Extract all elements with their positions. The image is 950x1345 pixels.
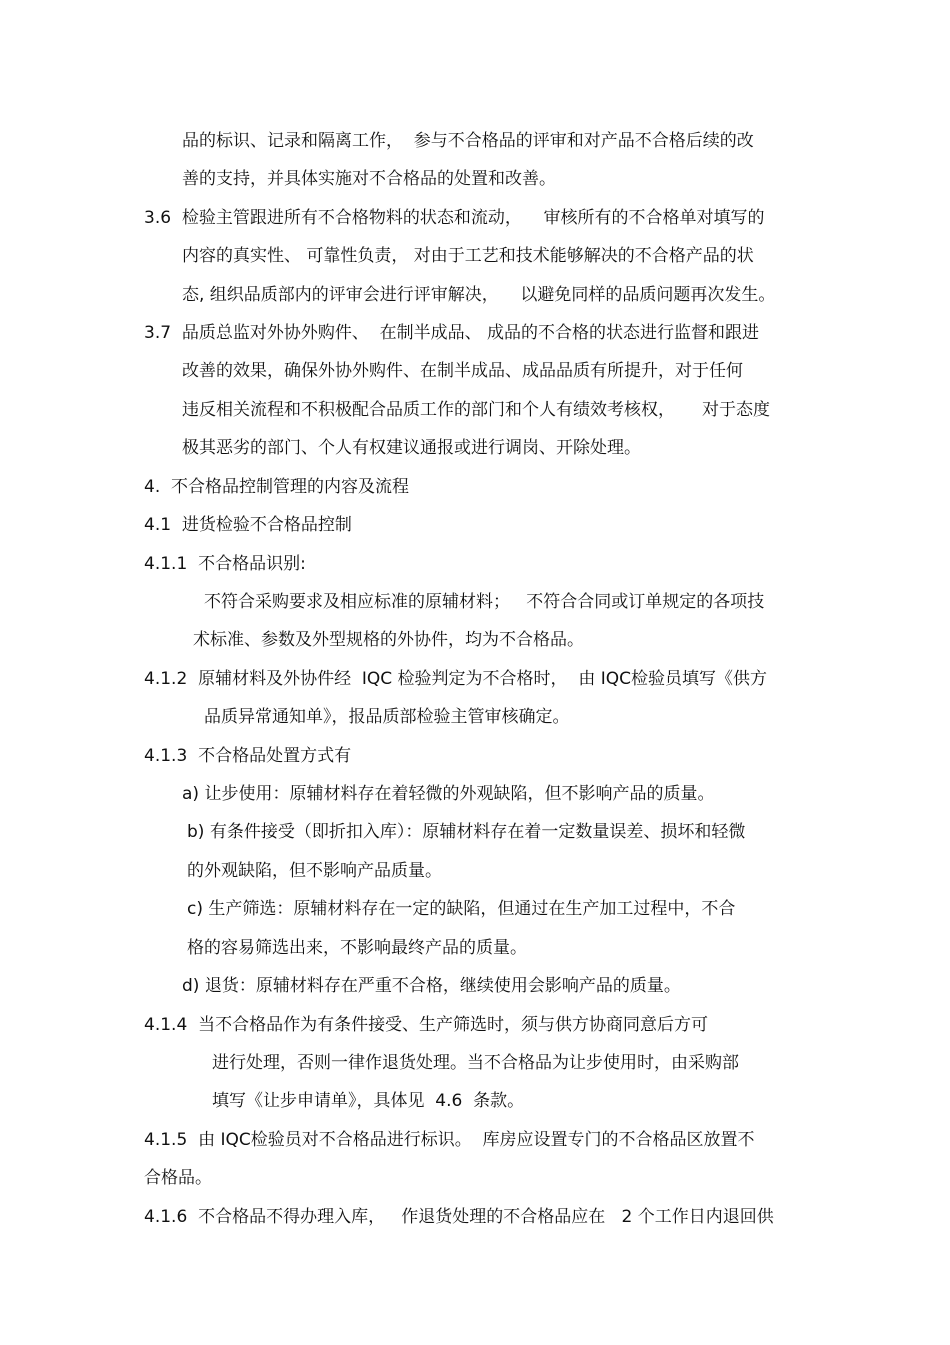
item-d: d) 退货：原辅材料存在严重不合格，继续使用会影响产品的质量。 (182, 976, 681, 996)
text-line: 内容的真实性、 可靠性负责， 对由于工艺和技术能够解决的不合格产品的状 (182, 246, 754, 266)
section-3-6: 3.6 检验主管跟进所有不合格物料的状态和流动， 审核所有的不合格单对填写的 (144, 208, 765, 228)
section-4-1-6: 4.1.6 不合格品不得办理入库， 作退货处理的不合格品应在 2 个工作日内退回供 (144, 1207, 774, 1227)
text-line: 品质异常通知单》，报品质部检验主管审核确定。 (204, 707, 570, 727)
section-4-1-1: 4.1.1 不合格品识别: (144, 554, 306, 574)
text-line: 极其恶劣的部门、个人有权建议通报或进行调岗、开除处理。 (182, 438, 641, 458)
section-4-1-heading: 4.1 进货检验不合格品控制 (144, 515, 352, 535)
text-line: 填写《让步申请单》，具体见 4.6 条款。 (212, 1091, 525, 1111)
text-line: 品的标识、记录和隔离工作， 参与不合格品的评审和对产品不合格后续的改 (182, 131, 754, 151)
text-line: 格的容易筛选出来，不影响最终产品的质量。 (187, 938, 527, 958)
item-a: a) 让步使用：原辅材料存在着轻微的外观缺陷，但不影响产品的质量。 (182, 784, 715, 804)
section-4-heading: 4. 不合格品控制管理的内容及流程 (144, 477, 410, 497)
text-line: 不符合采购要求及相应标准的原辅材料； 不符合合同或订单规定的各项技 (204, 592, 765, 612)
text-line: 改善的效果，确保外协外购件、在制半成品、成品品质有所提升，对于任何 (182, 361, 743, 381)
text-line: 进行处理，否则一律作退货处理。当不合格品为让步使用时，由采购部 (212, 1053, 739, 1073)
text-line: 善的支持，并具体实施对不合格品的处置和改善。 (182, 169, 556, 189)
section-4-1-2: 4.1.2 原辅材料及外协件经 IQC 检验判定为不合格时， 由 IQC检验员填写《供方 (144, 669, 768, 689)
section-4-1-4: 4.1.4 当不合格品作为有条件接受、生产筛选时，须与供方协商同意后方可 (144, 1015, 709, 1035)
text-line: 术标准、参数及外型规格的外协件，均为不合格品。 (193, 630, 584, 650)
item-b: b) 有条件接受（即折扣入库）：原辅材料存在着一定数量误差、损坏和轻微 (187, 822, 746, 842)
section-4-1-3: 4.1.3 不合格品处置方式有 (144, 746, 352, 766)
section-4-1-5: 4.1.5 由 IQC检验员对不合格品进行标识。 库房应设置专门的不合格品区放置不 (144, 1130, 755, 1150)
item-c: c) 生产筛选：原辅材料存在一定的缺陷，但通过在生产加工过程中，不合 (187, 899, 736, 919)
text-line: 的外观缺陷，但不影响产品质量。 (187, 861, 442, 881)
section-3-7: 3.7 品质总监对外协外购件、 在制半成品、 成品的不合格的状态进行监督和跟进 (144, 323, 760, 343)
text-line: 态, 组织品质部内的评审会进行评审解决， 以避免同样的品质问题再次发生。 (182, 285, 776, 305)
text-line: 合格品。 (144, 1168, 212, 1188)
text-line: 违反相关流程和不积极配合品质工作的部门和个人有绩效考核权， 对于态度 (182, 400, 771, 420)
